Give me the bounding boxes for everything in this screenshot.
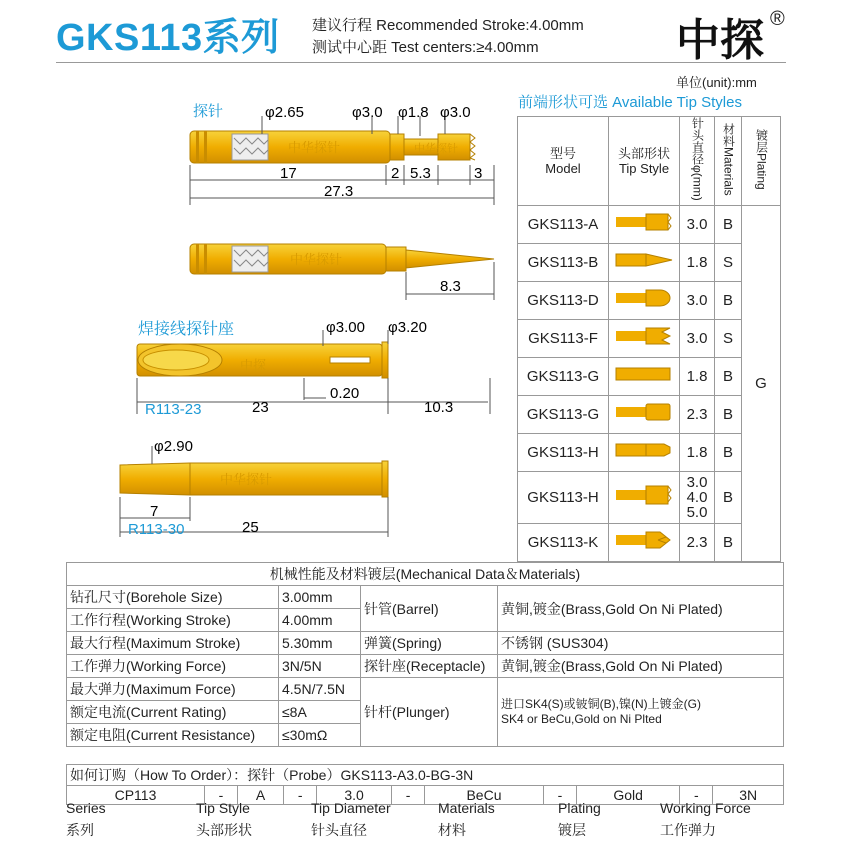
tip-diameter: 3.0 (680, 281, 715, 319)
tip-row (518, 471, 781, 523)
svg-text:17: 17 (280, 165, 297, 182)
order-en-label: Tip Diameter (311, 800, 391, 816)
svg-text:R113-30: R113-30 (128, 521, 185, 538)
order-cn-label: 系列 (66, 822, 94, 838)
brand-logo: 中探 (676, 15, 764, 66)
tip-row (518, 243, 781, 281)
order-code-cell: Gold (576, 786, 679, 805)
order-caption: 如何订购（How To Order）：探针（Probe）GKS113-A3.0-BG-3N (67, 765, 784, 786)
tip-shape-icon (609, 433, 680, 471)
tip-material: B (715, 433, 742, 471)
tip-material: S (715, 319, 742, 357)
order-code-cell: BeCu (425, 786, 544, 805)
order-cn-label: 头部形状 (196, 822, 252, 838)
svg-text:2: 2 (391, 165, 400, 182)
tip-shape-icon (609, 471, 680, 523)
svg-text:中华探针: 中华探针 (290, 252, 343, 267)
svg-text:23: 23 (252, 399, 269, 416)
svg-text:7: 7 (150, 503, 159, 520)
order-code-cell: - (392, 786, 425, 805)
svg-text:8.3: 8.3 (440, 278, 461, 295)
order-code-cell: - (543, 786, 576, 805)
tip-material: B (715, 205, 742, 243)
tip-material: B (715, 471, 742, 523)
tip-shape-icon (609, 281, 680, 319)
svg-text:φ2.65: φ2.65 (265, 104, 304, 121)
order-en-label: Series (66, 800, 106, 816)
order-en-label: Tip Style (196, 800, 250, 816)
col-plating-header: 镀层Plating (742, 117, 781, 206)
order-cn-label: 镀层 (558, 822, 586, 838)
order-code-cell: - (680, 786, 713, 805)
svg-text:中华探针: 中华探针 (288, 140, 341, 155)
tip-row (518, 433, 781, 471)
order-cn-row (66, 820, 784, 838)
tip-model: GKS113-G (518, 395, 609, 433)
tip-shape-icon (609, 319, 680, 357)
stroke-spec: 建议行程 Recommended Stroke:4.00mm (312, 17, 584, 34)
tip-model: GKS113-A (518, 205, 609, 243)
tip-plating: G (742, 205, 781, 561)
page-title: GKS113系列 (56, 17, 280, 59)
tip-row (518, 281, 781, 319)
tip-diameter: 1.8 (680, 243, 715, 281)
tip-diameter: 3.0 (680, 319, 715, 357)
svg-text:中探: 中探 (240, 358, 267, 373)
receptacle-r113-23 (137, 342, 388, 378)
tip-shape-icon (609, 395, 680, 433)
svg-text:5.3: 5.3 (410, 165, 431, 182)
order-en-label: Plating (558, 800, 601, 816)
col-model-header: 型号 Model (518, 117, 609, 206)
order-cn-label: 针头直径 (311, 822, 367, 838)
tip-material: B (715, 523, 742, 561)
svg-text:10.3: 10.3 (424, 399, 454, 416)
unit-label: 单位(unit):mm (676, 75, 757, 90)
order-code-cell: A (237, 786, 283, 805)
order-en-row (66, 800, 784, 818)
svg-text:φ3.20: φ3.20 (388, 319, 427, 336)
receptacle-r113-30 (120, 461, 388, 497)
svg-text:中华探针: 中华探针 (220, 472, 273, 487)
svg-text:φ3.0: φ3.0 (440, 104, 471, 121)
svg-text:φ1.8: φ1.8 (398, 104, 429, 121)
tip-row (518, 395, 781, 433)
tip-diameter: 3.0 4.0 5.0 (680, 471, 715, 523)
tip-model: GKS113-D (518, 281, 609, 319)
receptacle-label: 焊接线探针座 (138, 321, 235, 338)
tip-diameter: 1.8 (680, 433, 715, 471)
svg-text:25: 25 (242, 519, 259, 536)
tip-row (518, 205, 781, 243)
col-tip-header: 头部形状 Tip Style (609, 117, 680, 206)
probe-1 (190, 131, 475, 163)
col-mat-header: 材料Materials (715, 117, 742, 206)
svg-text:R113-23: R113-23 (145, 401, 202, 418)
svg-text:中华探针: 中华探针 (414, 143, 458, 155)
tip-shape-icon (609, 205, 680, 243)
tip-model: GKS113-F (518, 319, 609, 357)
tip-model: GKS113-H (518, 433, 609, 471)
mechanical-caption: 机械性能及材料镀层(Mechanical Data＆Materials) (67, 563, 784, 586)
tip-diameter: 1.8 (680, 357, 715, 395)
svg-text:φ3.00: φ3.00 (326, 319, 365, 336)
order-code-cell: - (204, 786, 237, 805)
order-en-label: Working Force (660, 800, 751, 816)
order-code-cell: 3N (713, 786, 784, 805)
order-code-cell: - (284, 786, 317, 805)
tip-material: S (715, 243, 742, 281)
tip-diameter: 3.0 (680, 205, 715, 243)
tip-row (518, 523, 781, 561)
tip-diameter: 2.3 (680, 395, 715, 433)
probe-2 (190, 244, 494, 274)
probe-drawings (0, 0, 515, 560)
order-cn-label: 工作弹力 (660, 822, 716, 838)
tip-styles-table (517, 116, 781, 562)
svg-text:φ3.0: φ3.0 (352, 104, 383, 121)
tip-row (518, 319, 781, 357)
svg-text:0.20: 0.20 (330, 385, 360, 402)
tip-shape-icon (609, 357, 680, 395)
tip-material: B (715, 357, 742, 395)
tip-model: GKS113-G (518, 357, 609, 395)
tip-material: B (715, 395, 742, 433)
order-table (66, 764, 784, 805)
tip-diameter: 2.3 (680, 523, 715, 561)
tip-model: GKS113-K (518, 523, 609, 561)
order-code-cell: CP113 (67, 786, 205, 805)
probe-label: 探针 (193, 103, 224, 120)
tip-shape-icon (609, 523, 680, 561)
tip-model: GKS113-H (518, 471, 609, 523)
svg-text:φ2.90: φ2.90 (154, 438, 193, 455)
registered-mark: ® (770, 8, 785, 30)
tip-model: GKS113-B (518, 243, 609, 281)
order-code-cell: 3.0 (317, 786, 392, 805)
order-cn-label: 材料 (438, 822, 466, 838)
svg-text:27.3: 27.3 (324, 183, 354, 200)
tip-row (518, 357, 781, 395)
col-dia-header: 针头直径φ(mm) (680, 117, 715, 206)
tip-material: B (715, 281, 742, 319)
svg-text:3: 3 (474, 165, 483, 182)
order-en-label: Materials (438, 800, 495, 816)
centers-spec: 测试中心距 Test centers:≥4.00mm (312, 39, 539, 56)
tip-shape-icon (609, 243, 680, 281)
tip-styles-heading: 前端形状可选 Available Tip Styles (518, 94, 742, 111)
mechanical-data-table: 机械性能及材料镀层(Mechanical Data＆Materials) 钻孔尺寸(Borehole Size) 3.00mm 针管(Barrel) 黄铜,镀金(Brass,Gold On Ni Plated) 工作行程(Working Stroke) 4.00mm 最大行程(Maximum Stroke) 5.30mm 弹簧(Spring) 不锈钢 (SUS304) 工作弹力(Working Force) 3N/5N 探针座(Receptacle) 黄铜,镀金(Brass,Gold On Ni Plated) 最大弹力(Maximum Force) 4.5N/7.5N 针杆(Plunger) 进口SK4(S)或铍铜(B),镍(N)上镀金(G) SK4 or BeCu,Gold on Ni Plted 额定电流(Current Rating) ≤8A 额定电阻(Current Resistance) ≤30mΩ (66, 562, 784, 747)
